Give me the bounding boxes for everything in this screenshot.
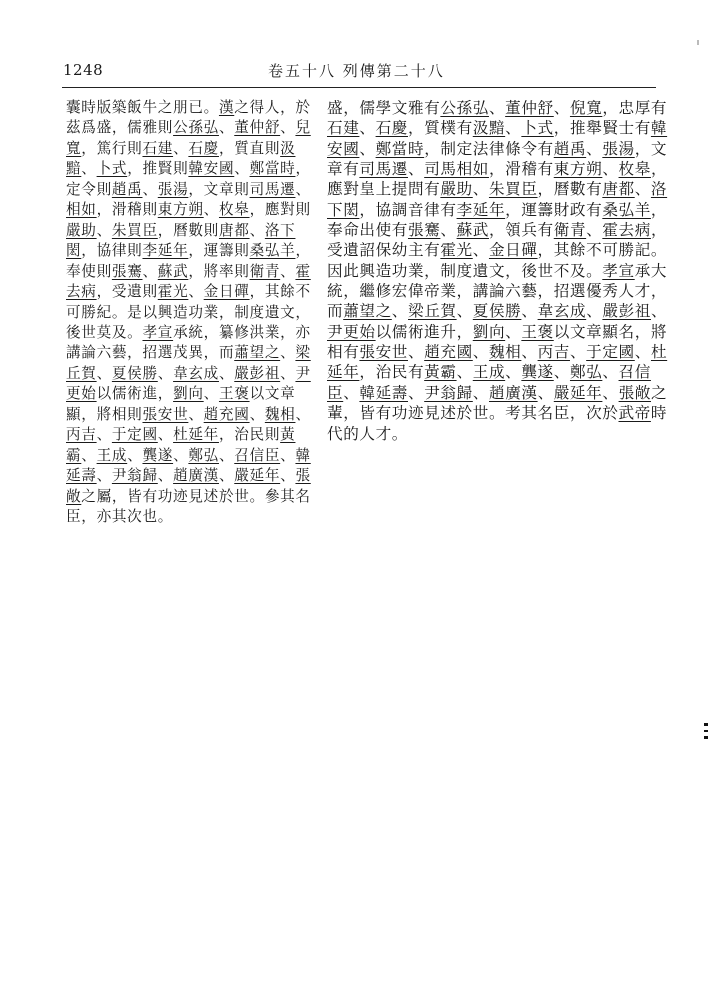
text-run: 、 bbox=[456, 363, 473, 382]
proper-name: 丘賀 bbox=[66, 364, 97, 382]
text-run: 應對皇上提問有 bbox=[327, 180, 441, 199]
proper-name: 公孫弘 bbox=[173, 119, 219, 137]
text-run: 因此興造功業，制度遺文，後世不及。 bbox=[327, 261, 603, 280]
scan-speck bbox=[697, 40, 699, 45]
text-run: 、 bbox=[234, 160, 250, 178]
text-line bbox=[327, 322, 668, 342]
proper-name: 枚皋 bbox=[218, 201, 250, 219]
proper-name: 王成 bbox=[472, 363, 506, 382]
text-line bbox=[327, 261, 668, 281]
text-run: 受遺詔保幼主有 bbox=[327, 241, 441, 260]
margin-tab-mark bbox=[704, 723, 708, 739]
text-run: 、 bbox=[280, 364, 296, 382]
text-run: 盛，儒學文雅有 bbox=[327, 99, 441, 117]
proper-name: 董仲舒 bbox=[505, 99, 554, 117]
proper-name: 枚皋 bbox=[618, 160, 651, 179]
proper-name: 洛 bbox=[650, 180, 668, 199]
text-line bbox=[66, 466, 311, 486]
proper-name: 司馬遷 bbox=[359, 160, 408, 179]
text-run: 、 bbox=[407, 343, 425, 362]
proper-name: 唐都 bbox=[602, 180, 635, 199]
text-run: 、 bbox=[203, 385, 219, 403]
proper-name: 張騫 bbox=[111, 262, 143, 280]
proper-name: 司馬相如 bbox=[424, 160, 489, 179]
text-run: 、 bbox=[96, 467, 112, 485]
text-run: ，推賢則 bbox=[127, 160, 189, 178]
text-run: 、 bbox=[280, 446, 296, 464]
proper-name: 寬 bbox=[66, 139, 82, 157]
text-run: ， bbox=[650, 221, 668, 240]
text-line bbox=[66, 118, 311, 138]
proper-name: 衛青 bbox=[249, 262, 281, 280]
text-run: ，將率則 bbox=[188, 262, 250, 280]
text-run: ，協調音律有 bbox=[359, 200, 457, 219]
header-rule bbox=[62, 87, 656, 88]
text-run: 、 bbox=[173, 139, 189, 157]
text-run: 、 bbox=[249, 221, 265, 239]
text-run: 臣，亦其次也。 bbox=[66, 508, 174, 526]
text-line bbox=[327, 200, 668, 220]
proper-name: 漢 bbox=[218, 99, 235, 116]
text-run: 而 bbox=[327, 302, 344, 321]
translation-text-column bbox=[327, 98, 668, 444]
proper-name: 霍去病 bbox=[602, 221, 651, 240]
text-run: 、 bbox=[173, 446, 189, 464]
text-run: ，受遺則 bbox=[96, 283, 158, 301]
page-number: 1248 bbox=[63, 61, 104, 79]
text-line bbox=[66, 303, 311, 323]
proper-name: 王褒 bbox=[218, 385, 250, 403]
text-run: 、 bbox=[586, 302, 603, 321]
text-run: 奉命出使有 bbox=[327, 221, 408, 240]
proper-name: 閎 bbox=[66, 242, 82, 260]
text-run: 、 bbox=[408, 383, 425, 402]
text-run: 、 bbox=[96, 426, 112, 444]
text-run: 、 bbox=[218, 364, 235, 382]
proper-name: 趙禹 bbox=[553, 139, 587, 158]
text-run: 、 bbox=[96, 221, 112, 239]
text-run: 、 bbox=[295, 405, 311, 423]
proper-name: 蕭望之 bbox=[343, 302, 392, 321]
proper-name: 金日磾 bbox=[488, 241, 538, 260]
text-line bbox=[327, 240, 668, 260]
text-run: 以儒術進升， bbox=[375, 322, 473, 341]
text-run: 、 bbox=[142, 180, 158, 198]
text-run: 以儒術進， bbox=[96, 385, 174, 403]
text-line bbox=[327, 383, 668, 403]
text-run: ，推舉賢士有 bbox=[553, 119, 651, 138]
proper-name: 趙廣漢 bbox=[489, 383, 538, 402]
proper-name: 夏侯勝 bbox=[472, 302, 522, 321]
text-run: 、 bbox=[472, 180, 489, 199]
text-run: ，忠厚有 bbox=[602, 99, 668, 117]
proper-name: 嚴延年 bbox=[553, 383, 603, 402]
text-run: ，領兵有 bbox=[488, 221, 554, 240]
text-line bbox=[66, 487, 311, 507]
text-run: 講論六藝，招選茂異，而 bbox=[66, 344, 235, 362]
text-run: ，應對則 bbox=[249, 201, 311, 219]
text-line bbox=[327, 424, 661, 444]
text-run: 代的人才。 bbox=[327, 424, 408, 443]
text-run: 、 bbox=[280, 119, 296, 137]
text-run: 、 bbox=[521, 302, 538, 321]
proper-name: 劉向 bbox=[472, 322, 506, 341]
text-line bbox=[66, 425, 296, 445]
proper-name: 嚴彭祖 bbox=[234, 364, 281, 382]
text-run: 、 bbox=[505, 363, 522, 382]
proper-name: 鄭當時 bbox=[375, 139, 425, 158]
proper-name: 桑弘羊 bbox=[249, 242, 296, 260]
proper-name: 安國 bbox=[327, 139, 360, 158]
text-run: 、 bbox=[249, 405, 265, 423]
proper-name: 梁丘賀 bbox=[408, 302, 457, 321]
text-run: 定令則 bbox=[66, 180, 112, 198]
proper-name: 嚴延年 bbox=[234, 467, 281, 485]
text-run: 、 bbox=[280, 467, 296, 485]
proper-name: 延壽 bbox=[66, 467, 97, 485]
proper-name: 蘇武 bbox=[456, 221, 489, 240]
text-run: 、 bbox=[280, 262, 296, 280]
text-run: 之得人，於 bbox=[234, 99, 311, 116]
text-run: ，運籌則 bbox=[188, 242, 250, 260]
text-line bbox=[66, 384, 296, 404]
text-run: 、 bbox=[359, 119, 376, 138]
text-run: 、 bbox=[81, 446, 97, 464]
proper-name: 唐都 bbox=[218, 221, 250, 239]
proper-name: 召信臣 bbox=[234, 446, 281, 464]
proper-name: 韋玄成 bbox=[173, 364, 219, 382]
proper-name: 李延年 bbox=[456, 200, 506, 219]
running-head: 卷五十八 列傳第二十八 bbox=[268, 62, 445, 80]
proper-name: 兒 bbox=[295, 119, 311, 137]
proper-name: 更始 bbox=[66, 385, 97, 403]
text-line bbox=[66, 343, 311, 363]
text-run: 可勝紀。是以興造功業，制度遺文， bbox=[66, 303, 311, 321]
text-run: ，滑稽則 bbox=[96, 201, 158, 219]
text-run: ， bbox=[295, 160, 311, 178]
text-run: ，曆數有 bbox=[537, 180, 603, 199]
text-run: ， bbox=[650, 160, 668, 179]
proper-name: 韓安國 bbox=[188, 160, 235, 178]
proper-name: 臣 bbox=[327, 383, 344, 402]
text-run: 顯，將相則 bbox=[66, 405, 143, 423]
text-run: 以文章顯名，將 bbox=[553, 322, 668, 341]
proper-name: 霍光 bbox=[157, 283, 189, 301]
text-line bbox=[327, 159, 668, 179]
text-run: ， bbox=[295, 242, 311, 260]
text-run: 時 bbox=[650, 404, 668, 423]
text-line bbox=[327, 179, 668, 199]
text-run: 、 bbox=[142, 262, 158, 280]
proper-name: 張 bbox=[295, 467, 311, 485]
text-line bbox=[66, 405, 311, 425]
text-run: 、 bbox=[650, 302, 668, 321]
proper-name: 相如 bbox=[66, 201, 97, 219]
text-run: ，質直則 bbox=[218, 139, 281, 157]
text-run: 、 bbox=[203, 201, 219, 219]
proper-name: 尹翁歸 bbox=[111, 467, 158, 485]
proper-name: 魏相 bbox=[264, 405, 296, 423]
text-line bbox=[66, 507, 296, 527]
text-run: ，文章則 bbox=[188, 180, 250, 198]
proper-name: 石慶 bbox=[188, 139, 219, 157]
text-run: 囊時版築飯牛之朋已。 bbox=[66, 99, 219, 116]
text-run: 、 bbox=[553, 99, 570, 117]
text-run: 輩，皆有功迹見述於世。考其名臣，次於 bbox=[327, 404, 619, 423]
proper-name: 倪寬 bbox=[569, 99, 603, 117]
text-run: 、 bbox=[602, 363, 619, 382]
proper-name: 汲 bbox=[280, 139, 296, 157]
text-run: 、 bbox=[505, 322, 522, 341]
text-line bbox=[66, 180, 311, 200]
proper-name: 張騫 bbox=[407, 221, 441, 240]
proper-name: 尹 bbox=[295, 364, 311, 382]
proper-name: 召信 bbox=[618, 363, 651, 382]
text-run: 、 bbox=[553, 363, 570, 382]
proper-name: 杜 bbox=[650, 343, 668, 362]
text-line bbox=[66, 221, 296, 241]
proper-name: 張安世 bbox=[142, 405, 189, 423]
text-run: ，治民有 bbox=[359, 363, 425, 382]
proper-name: 張安世 bbox=[359, 343, 408, 362]
text-run: 、 bbox=[96, 364, 112, 382]
text-run: 、 bbox=[488, 99, 506, 117]
proper-name: 夏侯勝 bbox=[111, 364, 158, 382]
text-run: 、 bbox=[188, 405, 204, 423]
proper-name: 金日磾 bbox=[203, 283, 250, 301]
text-run: 、 bbox=[456, 302, 473, 321]
proper-name: 丙吉 bbox=[537, 343, 570, 362]
text-run: 、 bbox=[127, 446, 143, 464]
text-run: 章有 bbox=[327, 160, 360, 179]
text-run: 、 bbox=[521, 343, 538, 362]
text-line bbox=[327, 342, 668, 362]
proper-name: 下閎 bbox=[327, 200, 360, 219]
text-line bbox=[327, 98, 668, 118]
text-line bbox=[66, 446, 311, 466]
text-run: ， bbox=[650, 200, 668, 219]
proper-name: 蕭望之 bbox=[234, 344, 281, 362]
text-line bbox=[66, 364, 311, 384]
proper-name: 丙吉 bbox=[66, 426, 97, 444]
text-run: 承大 bbox=[634, 261, 668, 280]
text-line bbox=[327, 281, 668, 301]
proper-name: 朱買臣 bbox=[488, 180, 538, 199]
text-line bbox=[327, 403, 668, 423]
proper-name: 延年 bbox=[327, 363, 360, 382]
proper-name: 孝宣 bbox=[142, 323, 174, 341]
proper-name: 韓延壽 bbox=[359, 383, 408, 402]
text-run: 、 bbox=[634, 343, 651, 362]
text-run: 、 bbox=[188, 283, 204, 301]
proper-name: 趙禹 bbox=[111, 180, 143, 198]
proper-name: 王褒 bbox=[521, 322, 554, 341]
proper-name: 卜式 bbox=[96, 160, 128, 178]
text-run: 奉使則 bbox=[66, 262, 112, 280]
text-run: 以文章 bbox=[249, 385, 296, 403]
text-run: 、 bbox=[602, 160, 619, 179]
proper-name: 嚴助 bbox=[66, 221, 97, 239]
proper-name: 去病 bbox=[66, 283, 97, 301]
proper-name: 于定國 bbox=[586, 343, 635, 362]
text-run: 、 bbox=[359, 139, 376, 158]
text-run: 、 bbox=[218, 119, 235, 137]
proper-name: 董仲舒 bbox=[234, 119, 281, 137]
proper-name: 霍 bbox=[295, 262, 311, 280]
text-line bbox=[66, 139, 296, 159]
proper-name: 于定國 bbox=[111, 426, 158, 444]
text-run: 、 bbox=[602, 383, 619, 402]
text-run: ，滑稽有 bbox=[488, 160, 554, 179]
proper-name: 汲黯 bbox=[472, 119, 506, 138]
proper-name: 趙充國 bbox=[203, 405, 250, 423]
text-line bbox=[66, 98, 311, 118]
proper-name: 韋玄成 bbox=[537, 302, 587, 321]
text-run: 、 bbox=[218, 467, 235, 485]
text-run: 、 bbox=[505, 119, 522, 138]
proper-name: 嚴助 bbox=[440, 180, 473, 199]
proper-name: 張敞 bbox=[618, 383, 651, 402]
text-line bbox=[327, 220, 668, 240]
text-run: 、 bbox=[343, 383, 360, 402]
proper-name: 尹翁歸 bbox=[424, 383, 473, 402]
text-run: 、 bbox=[81, 160, 97, 178]
text-run: ，文 bbox=[634, 139, 668, 158]
text-run: 之 bbox=[650, 383, 668, 402]
text-run: 、 bbox=[440, 221, 457, 240]
text-run: 、 bbox=[295, 180, 311, 198]
classical-text-column bbox=[66, 98, 311, 528]
proper-name: 劉向 bbox=[173, 385, 204, 403]
text-run: ，運籌財政有 bbox=[505, 200, 603, 219]
text-run: 、 bbox=[218, 446, 235, 464]
proper-name: 尹更始 bbox=[327, 322, 376, 341]
text-line bbox=[66, 241, 311, 261]
proper-name: 趙充國 bbox=[424, 343, 473, 362]
text-run: 承統，纂修洪業，亦 bbox=[173, 323, 311, 341]
text-run: 、 bbox=[407, 160, 425, 179]
proper-name: 黃霸 bbox=[424, 363, 457, 382]
proper-name: 梁 bbox=[295, 344, 311, 362]
proper-name: 王成 bbox=[96, 446, 128, 464]
text-run: 、 bbox=[157, 467, 174, 485]
text-run: 、 bbox=[634, 180, 651, 199]
proper-name: 洛下 bbox=[264, 221, 296, 239]
text-run: 、 bbox=[537, 383, 554, 402]
proper-name: 張湯 bbox=[157, 180, 189, 198]
proper-name: 蘇武 bbox=[157, 262, 189, 280]
text-run: ，其餘不 bbox=[249, 283, 311, 301]
proper-name: 韓 bbox=[650, 119, 668, 138]
proper-name: 衛青 bbox=[553, 221, 587, 240]
text-run: 、 bbox=[569, 343, 587, 362]
text-run: 、 bbox=[586, 139, 603, 158]
proper-name: 霍光 bbox=[440, 241, 473, 260]
proper-name: 龔遂 bbox=[142, 446, 174, 464]
text-line bbox=[66, 282, 311, 302]
text-run: 統，繼修宏偉帝業，講論六藝，招選優秀人才， bbox=[327, 282, 668, 301]
text-run: ，質樸有 bbox=[407, 119, 473, 138]
text-run: 、 bbox=[280, 344, 296, 362]
text-run: 、 bbox=[157, 364, 174, 382]
proper-name: 司馬遷 bbox=[249, 180, 296, 198]
proper-name: 李延年 bbox=[142, 242, 189, 260]
proper-name: 鄭當時 bbox=[249, 160, 296, 178]
proper-name: 卜式 bbox=[521, 119, 554, 138]
proper-name: 孝宣 bbox=[602, 261, 635, 280]
text-line bbox=[327, 301, 668, 321]
text-run: ，協律則 bbox=[81, 242, 143, 260]
proper-name: 敞 bbox=[66, 487, 82, 505]
text-run: 後世莫及。 bbox=[66, 323, 143, 341]
proper-name: 鄭弘 bbox=[569, 363, 603, 382]
proper-name: 龔遂 bbox=[521, 363, 554, 382]
text-run: 相有 bbox=[327, 343, 360, 362]
text-run: 、 bbox=[391, 302, 408, 321]
proper-name: 桑弘羊 bbox=[602, 200, 651, 219]
proper-name: 東方朔 bbox=[157, 201, 204, 219]
proper-name: 韓 bbox=[295, 446, 311, 464]
text-run: ，治民則 bbox=[218, 426, 281, 444]
proper-name: 霸 bbox=[66, 446, 82, 464]
proper-name: 鄭弘 bbox=[188, 446, 219, 464]
proper-name: 張湯 bbox=[602, 139, 635, 158]
proper-name: 魏相 bbox=[488, 343, 522, 362]
proper-name: 石建 bbox=[142, 139, 174, 157]
proper-name: 朱買臣 bbox=[111, 221, 158, 239]
text-line bbox=[327, 362, 661, 382]
proper-name: 黯 bbox=[66, 160, 82, 178]
text-line bbox=[66, 262, 311, 282]
text-line bbox=[327, 139, 668, 159]
text-run: 、 bbox=[472, 343, 489, 362]
text-run: ，曆數則 bbox=[157, 221, 219, 239]
text-run: ，其餘不可勝記。 bbox=[537, 241, 668, 260]
proper-name: 石建 bbox=[327, 119, 360, 138]
proper-name: 嚴彭祖 bbox=[602, 302, 651, 321]
text-run: 茲爲盛，儒雅則 bbox=[66, 119, 174, 137]
proper-name: 石慶 bbox=[375, 119, 408, 138]
proper-name: 武帝 bbox=[618, 404, 651, 423]
text-run: 、 bbox=[586, 221, 603, 240]
proper-name: 公孫弘 bbox=[440, 99, 489, 117]
text-line bbox=[66, 159, 311, 179]
text-line bbox=[66, 200, 311, 220]
proper-name: 東方朔 bbox=[553, 160, 603, 179]
text-run: ，制定法律條令有 bbox=[424, 139, 554, 158]
text-run: 、 bbox=[472, 383, 489, 402]
text-line bbox=[327, 118, 668, 138]
text-run: 、 bbox=[472, 241, 489, 260]
proper-name: 杜延年 bbox=[173, 426, 219, 444]
text-run: 、 bbox=[157, 426, 174, 444]
text-line bbox=[66, 323, 311, 343]
proper-name: 趙廣漢 bbox=[173, 467, 219, 485]
text-run: ，篤行則 bbox=[81, 139, 143, 157]
text-run: 之屬，皆有功迹見述於世。參其名 bbox=[81, 487, 311, 505]
proper-name: 黃 bbox=[280, 426, 296, 444]
